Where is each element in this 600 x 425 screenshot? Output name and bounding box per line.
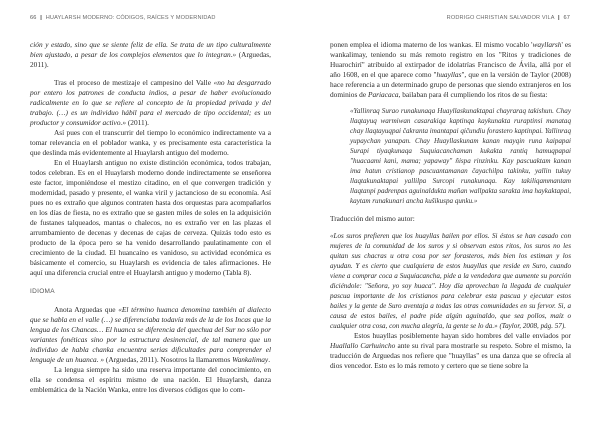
body-text: Tras el proceso de mestizaje el campesino del Valle	[54, 78, 214, 87]
term: huayllas	[436, 70, 462, 79]
left-body-text	[30, 40, 271, 395]
body-text: ' es wankalimay, teniendo su más remoto registro en los "Ritos y tradiciones de Huarochirí" atribuido al extirpador de idolatrías Francisco de Ávila, allá por el año 1608, en el que aparece como "	[330, 40, 571, 79]
paragraph	[30, 305, 271, 365]
term: Huallallo Carhuincho	[330, 341, 396, 350]
citation: (Taylor, 2008, pág. 57).	[497, 322, 566, 330]
body-text: ", que en la versión de Taylor (2008) hace referencia a un determinado grupo de personas que siendo extranjeros en los dominios de	[330, 70, 572, 99]
body-text: Anota Arguedas que	[54, 305, 119, 314]
book-title: HUAYLARSH MODERNO: CÓDIGOS, RAÍCES Y MODERNIDAD	[45, 15, 216, 21]
term: Pariacaca	[367, 90, 399, 99]
left-running-head	[30, 15, 216, 21]
left-page-number: 66	[30, 15, 37, 21]
body-text: , bailaban para él cumpliendo los ritos de su fiesta:	[398, 90, 548, 99]
running-head-separator: |	[40, 15, 42, 21]
author-name: RODRIGO CHRISTIAN SALVADOR VILA	[446, 15, 555, 21]
citation: (Arguedas, 2011).	[30, 50, 271, 69]
paragraph	[30, 158, 271, 278]
body-text: Así pues con el transcurrir del tiempo lo económico indirectamente va a tomar relevancia en el poblador wanka, y es precisamente esta característica la que deslinda más evidentemente al Huaylarsh antiguo del moderno.	[30, 128, 271, 157]
paragraph	[30, 365, 271, 395]
quechua-block-quote: «Yallinraq Surao runakunaqa Huayllaskunaktapai chayraraq takishun. Chay llaqtayuq warmiwan casarakiqa kaptinqa kaykunakta ruraptinsi manataq chay llaqtayuqpai čakranta imantapai qičundiu forastero kaptinpai. Yallinraq yupaychan yanapan. Chay Huayllaskunam kanan mayqin runa kaipapai Surapi tiyaqkunaqa Suquiacanchaman kukakta rantiq hamuqpapai "huacaami kani, mama; yapaway" ñispa rinzinku. Kay pascuaktam kanan ima hatun cristianop pascuantamanan čayachilpa takinku, yallin tukuy llaqtakunaktapai yallilpa Surcopi runakunaqa. Kay takiliqammantam llaqtanpi padrenpas aguinaldukta mañan wallpakta sarakta ima haykaktapai, kaytam runakunari ancha kušikuspa qunku.»	[350, 107, 571, 205]
term: wayllarsh	[532, 40, 562, 49]
translation-label: Traducción del mismo autor:	[330, 214, 415, 223]
quote-text: ción y estado, sino que se siente feliz de ella. Se trata de un tipo culturalmente bien ajustado, a pesar de los complejos elementos que lo integran.»	[30, 40, 271, 59]
paragraph	[30, 78, 271, 128]
translation-block-quote	[330, 231, 571, 331]
right-running-head	[447, 15, 570, 21]
quote-text: «no ha desgarrado por entero los patrones de conducta indios, a pesar de haber evolucionado radicalmente en lo que se refiere al concepto de la propiedad privada y del trabajo. (…) es un individuo hábil para el mercado de tipo occidental; es un productor y consumidor activo.»	[30, 78, 271, 127]
citation: (2011).	[126, 118, 149, 127]
quote-text: «El término huanca denomina también al dialecto que se habla en el valle (…) se diferenciaba todavía más de la de los Incas que la lengua de los Chancas… El huanca se diferencia del quechua del Sur no sólo por variantes fonéticas sino por la estructura desinencial, de tal manera que un individuo de habla chanka encuentra serias dificultades para comprender el lenguaje de un huanca. »	[30, 305, 271, 364]
body-text: ante su rival para mostrarle su respeto. Sobre el mismo, la traducción de Arguedas nos refiere que "huayllas" es una danza que se ofrecía al dios vencedor. Esto es lo más remoto y certero que se tiene sobre la	[330, 341, 571, 370]
body-text: La lengua siempre ha sido una reserva importante del conocimiento, en ella se condensa el espíritu mismo de una nación. El Huaylarsh, danza emblemática de la Nación Wanka, entre los diversos códigos que lo com-	[30, 365, 271, 394]
right-body-text	[330, 40, 571, 371]
paragraph	[330, 331, 571, 371]
right-page	[300, 0, 600, 425]
paragraph	[30, 128, 271, 158]
section-heading-idioma: IDIOMA	[30, 288, 55, 295]
body-text: Estos huayllas posiblemente hayan sido hombres del valle enviados por	[354, 331, 571, 340]
term: Wankalimay	[232, 355, 269, 364]
right-page-number: 67	[563, 15, 570, 21]
paragraph	[30, 40, 271, 70]
paragraph	[330, 40, 571, 100]
body-text: En el Huaylarsh antiguo no existe distinción económica, todos trabajan, todos celebran. Es en el Huaylarsh moderno donde indirectamente se enseñorea este factor, imponiéndose el mestizo citadino, en el que convergen tradición y modernidad, pasado y presente, el wanka viril y jactancioso de su economía. Así pues no es extraño que algunos contraten hasta dos orquestas para acompañarlos en los días de fiesta, no es extraño que se gasten miles de soles en la adquisición de fustanes talqueados, mantas o chalecos, no es extraño ver en las plazas el arrumbamiento de decenas y decenas de cajas de cerveza. Quizás todo esto es producto de la época pero se ha venido desarrollando paulatinamente con el crecimiento de la ciudad. El huancaíno es vanidoso, su actividad económica es básicamente el comercio, su Huaylarsh es evidencia de tales afirmaciones. He aquí una diferencia crucial entre el Huaylarsh antiguo y moderno (Tabla 8).	[30, 158, 271, 277]
body-text: .	[268, 355, 271, 364]
body-text: ponen emplea el idioma materno de los wankas. El mismo vocablo '	[330, 40, 533, 49]
running-head-separator: |	[558, 15, 560, 21]
quote-text: «Los suros prefieren que los huayllas bailen por ellos. Si éstos se han casado con mujeres de la comunidad de los suros y si observan estos ritos, los suros no les quitan sus chacras u otra cosa por ser forasteros, más bien los estiman y los ayudan. Y es cierto que cualquiera de estos huayllas que reside en Suro, cuando viene a comprar coca a Suquiacancha, pide a la vendedora que aumente su porción diciéndole: "Señora, yo soy huaca". Hoy día aprovechan la llegada de cualquier pascua importante de los cristianos para celebrar esta pascua y ejecutar estos bailes y la gente de Suro aventaja a todas las otras comunidades en su fervor. Si, a causa de estos bailes, el padre pide algún aguinaldo, que sea pollos, maíz o cualquier otra cosa, con mucha alegría, la gente se lo da.»	[330, 232, 571, 330]
body-text: (Arguedas, 2011). Nosotros la llamaremos	[104, 355, 233, 364]
